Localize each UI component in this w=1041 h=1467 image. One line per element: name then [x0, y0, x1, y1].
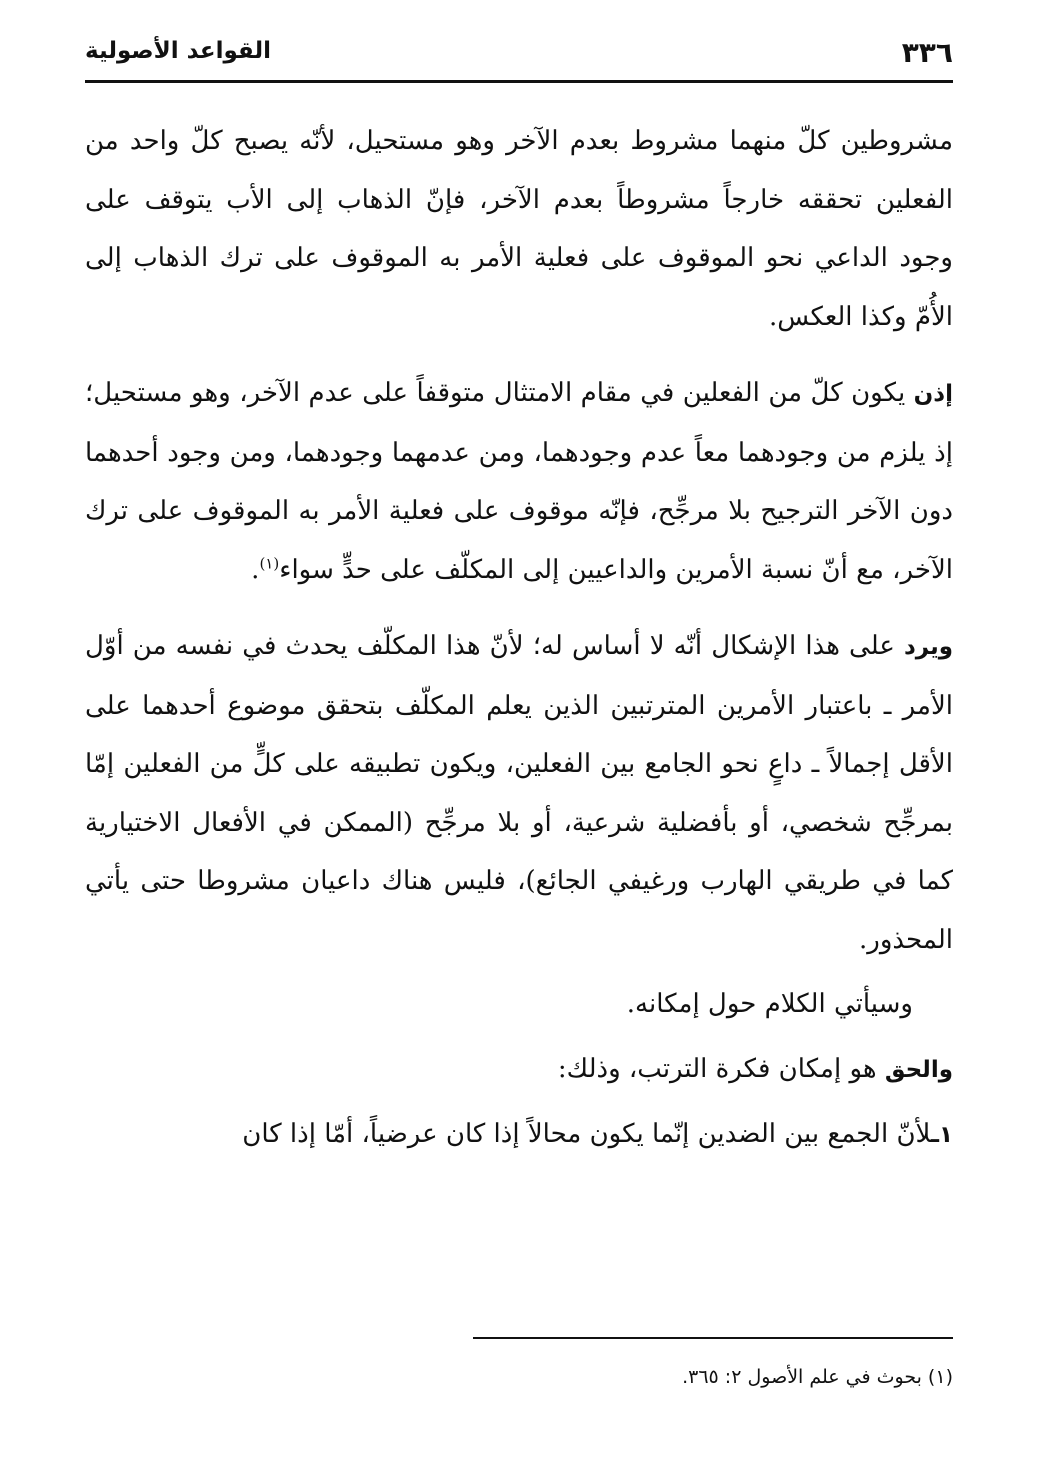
paragraph-5-lead-word: والحق: [884, 1056, 953, 1083]
main-text: [85, 112, 953, 1171]
paragraph-3-lead-word: ويرد: [903, 634, 953, 660]
paragraph-2-end: .: [251, 554, 260, 585]
page-number: ٣٣٦: [901, 36, 953, 69]
paragraph-6: [85, 1105, 953, 1165]
paragraph-3: [85, 617, 953, 969]
footnote-reference: (١): [259, 553, 280, 572]
running-title: القواعد الأصولية: [85, 38, 272, 64]
footnote-rule: [473, 1337, 953, 1339]
paragraph-2-lead-word: إذن: [913, 381, 953, 407]
paragraph-2-text: يكون كلّ من الفعلين في مقام الامتثال متوقفاً على عدم الآخر، وهو مستحيل؛ إذ يلزم من وجودهما معاً عدم وجودهما، ومن عدمهما وجودهما، ومن وجود أحدهما دون الآخر الترجيح بلا مرجِّح، فإنّه موقوف على فعلية الأمر به الموقوف على ترك الآخر، مع أنّ نسبة الأمرين والداعيين إلى المكلّف على حدٍّ سواء: [85, 378, 953, 585]
footnote: (١) بحوث في علم الأصول ٢: ٣٦٥.: [682, 1366, 953, 1388]
paragraph-2: [85, 364, 953, 599]
paragraph-3-text: على هذا الإشكال أنّه لا أساس له؛ لأنّ هذا المكلّف يحدث في نفسه من أوّل الأمر ـ باعتبار الأمرين المترتبين الذين يعلم المكلّف بتحقق موضوع أحدهما على الأقل إجمالاً ـ داعٍ نحو الجامع بين الفعلين، ويكون تطبيقه على كلٍّ من الفعلين إمّا بمرجِّح شخصي، أو بأفضلية شرعية، أو بلا مرجِّح (الممكن في الأفعال الاختيارية كما في طريقي الهارب ورغيفي الجائع)، فليس هناك داعيان مشروطا حتى يأتي المحذور.: [85, 631, 953, 955]
paragraph-4: [85, 975, 953, 1034]
paragraph-6-number: ١ـ: [931, 1122, 953, 1148]
paragraph-6-text: لأنّ الجمع بين الضدين إنّما يكون محالاً إذا كان عرضياً، أمّا إذا كان: [242, 1119, 932, 1149]
paragraph-1-text: مشروطين كلّ منهما مشروط بعدم الآخر وهو مستحيل، لأنّه يصبح كلّ واحد من الفعلين تحققه خارجاً مشروطاً بعدم الآخر، فإنّ الذهاب إلى الأب يتوقف على وجود الداعي نحو الموقوف على فعلية الأمر به الموقوف على ترك الذهاب إلى الأُمّ وكذا العكس.: [85, 126, 953, 332]
paragraph-5: [85, 1040, 953, 1100]
header-rule: [85, 80, 953, 83]
page-header: [85, 30, 953, 80]
paragraph-4-text: وسيأتي الكلام حول إمكانه.: [626, 989, 913, 1019]
paragraph-5-text: هو إمكان فكرة الترتب، وذلك:: [557, 1053, 885, 1084]
paragraph-1: [85, 112, 953, 346]
